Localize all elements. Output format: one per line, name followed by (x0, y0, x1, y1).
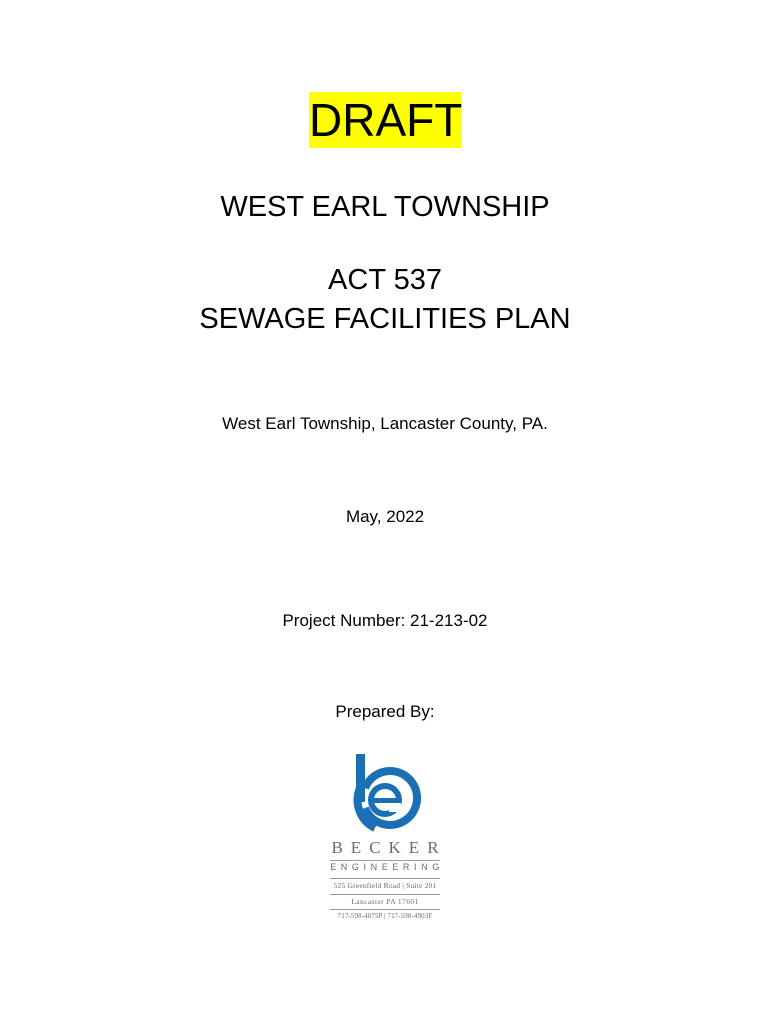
date-text: May, 2022 (345, 507, 425, 526)
logo-address: 525 Greenfield Road | Suite 201 (333, 881, 437, 890)
prepared-by-label: Prepared By: (335, 702, 435, 721)
becker-engineering-logo (316, 744, 454, 930)
logo-subtitle: ENGINEERING (330, 862, 444, 872)
logo-divider (330, 909, 440, 910)
logo-name: BECKER (331, 838, 447, 857)
plan-title: SEWAGE FACILITIES PLAN (199, 303, 571, 335)
logo-phone-line: 717-598-4075P | 717-598-4903F (337, 912, 433, 920)
logo-divider (330, 894, 440, 895)
logo-divider (330, 878, 440, 879)
draft-label: DRAFT (309, 94, 463, 146)
becker-engineering-be-logo-icon (347, 748, 423, 832)
project-number: Project Number: 21-213-02 (282, 611, 488, 630)
logo-divider (330, 860, 440, 861)
location-text: West Earl Township, Lancaster County, PA. (222, 414, 548, 433)
act-title: ACT 537 (328, 264, 442, 296)
logo-city-line: Lancaster PA 17601 (351, 897, 419, 906)
township-title: WEST EARL TOWNSHIP (220, 191, 550, 223)
